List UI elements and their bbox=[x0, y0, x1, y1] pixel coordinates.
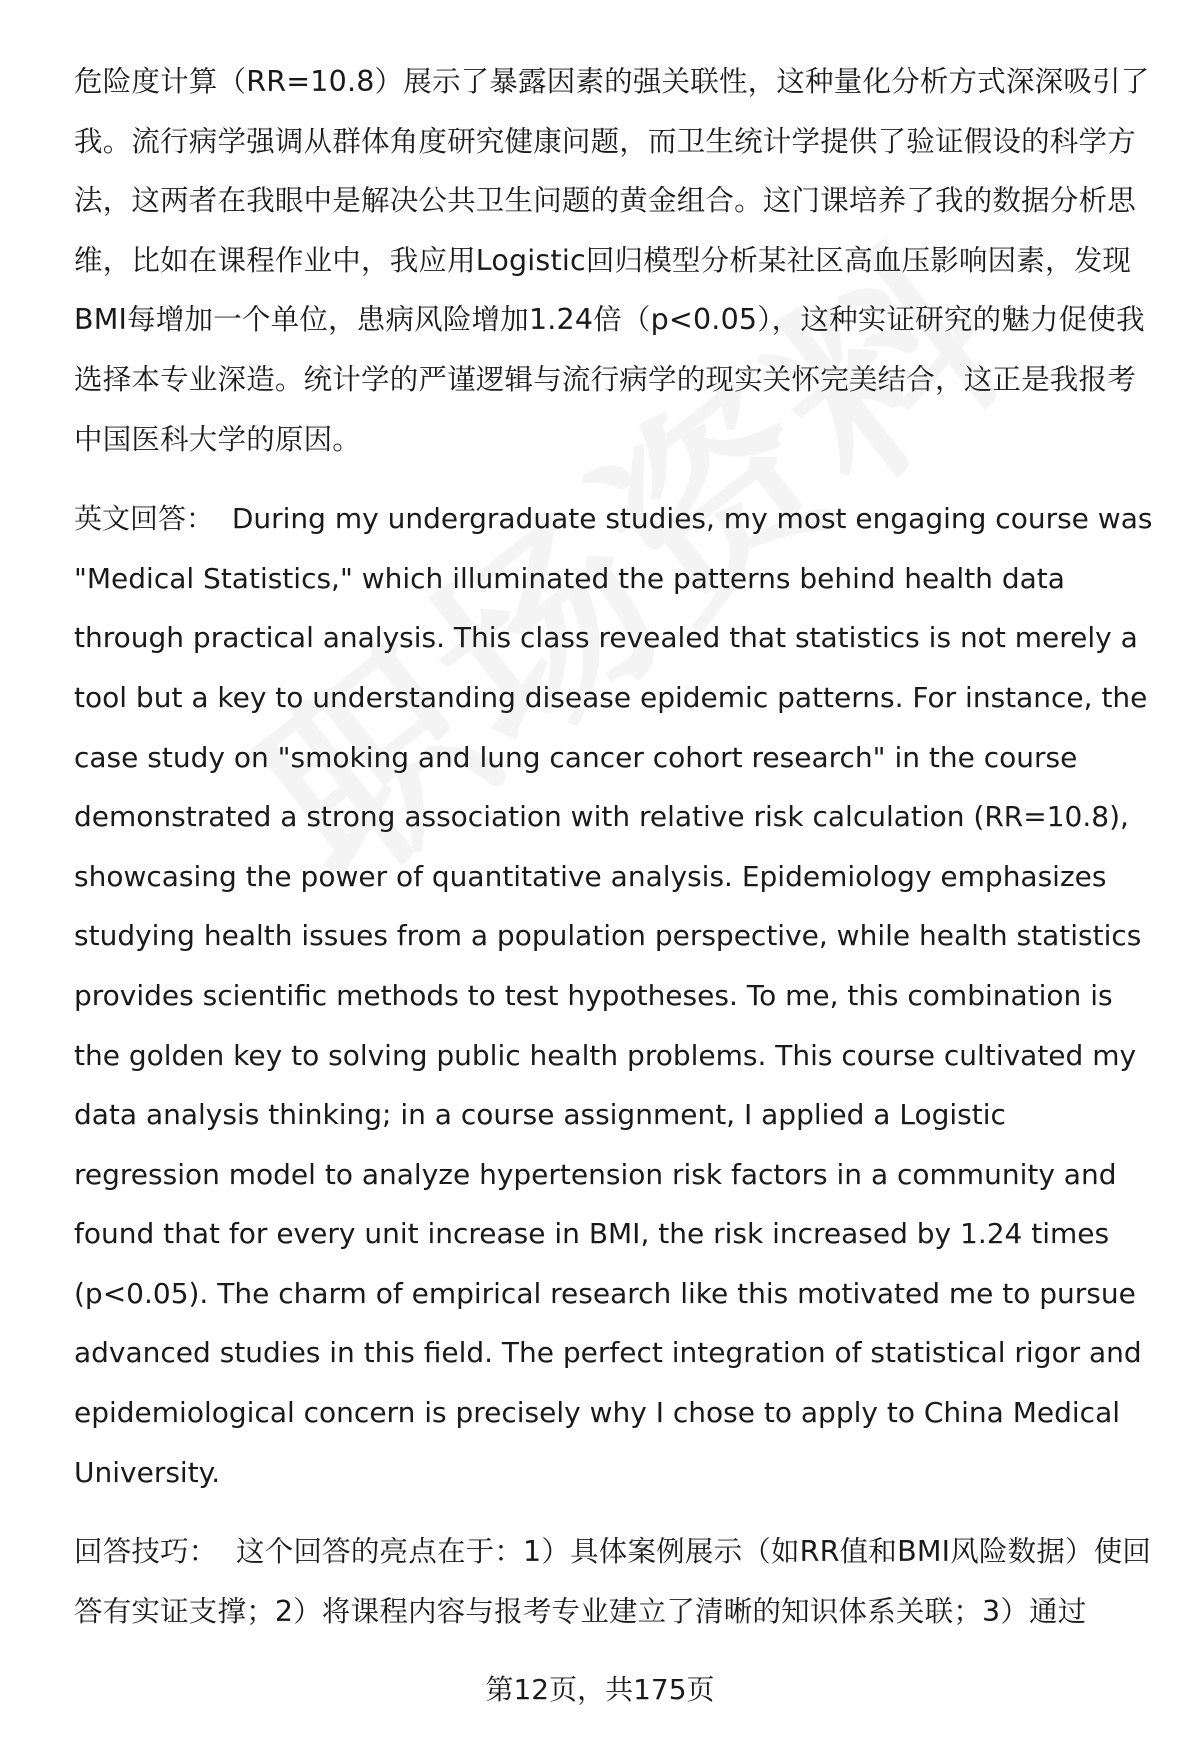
page-content bbox=[74, 52, 1160, 1641]
english-answer-label: 英文回答： bbox=[74, 502, 215, 536]
answer-tips-label: 回答技巧： bbox=[74, 1535, 218, 1569]
page-number: 第12页，共175页 bbox=[485, 1673, 715, 1706]
answer-tips-text: 这个回答的亮点在于：1）具体案例展示（如RR值和BMI风险数据）使回答有实证支撑；2）将课程内容与报考专业建立了清晰的知识体系关联；3）通过 bbox=[74, 1535, 1152, 1628]
chinese-answer-continuation: 危险度计算（RR=10.8）展示了暴露因素的强关联性，这种量化分析方式深深吸引了我。流行病学强调从群体角度研究健康问题，而卫生统计学提供了验证假设的科学方法，这两者在我眼中是解决公共卫生问题的黄金组合。这门课培养了我的数据分析思维，比如在课程作业中，我应用Logistic回归模型分析某社区高血压影响因素，发现BMI每增加一个单位，患病风险增加1.24倍（p<0.05），这种实证研究的魅力促使我选择本专业深造。统计学的严谨逻辑与流行病学的现实关怀完美结合，这正是我报考中国医科大学的原因。 bbox=[74, 65, 1150, 456]
english-answer-text: During my undergraduate studies, my most engaging course was "Medical Statistics," which illuminated the patterns behind health data through practical analysis. This class revealed that statistics is not merely a tool but a key to understanding disease epidemic patterns. For instance, the case study on "smoking and lung cancer cohort research" in the course demonstrated a strong association with relative risk calculation (RR=10.8), showcasing the power of quantitative analysis. Epidemiology emphasizes studying health issues from a population perspective, while health statistics provides scientific methods to test hypotheses. To me, this combination is the golden key to solving public health problems. This course cultivated my data analysis thinking; in a course assignment, I applied a Logistic regression model to analyze hypertension risk factors in a community and found that for every unit increase in BMI, the risk increased by 1.24 times (p<0.05). The charm of empirical research like this motivated me to pursue advanced studies in this field. The perfect integration of statistical rigor and epidemiological concern is precisely why I chose to apply to China Medical University. bbox=[74, 502, 1153, 1489]
answer-tips-paragraph bbox=[74, 1522, 1160, 1641]
english-answer-paragraph bbox=[74, 489, 1160, 1502]
